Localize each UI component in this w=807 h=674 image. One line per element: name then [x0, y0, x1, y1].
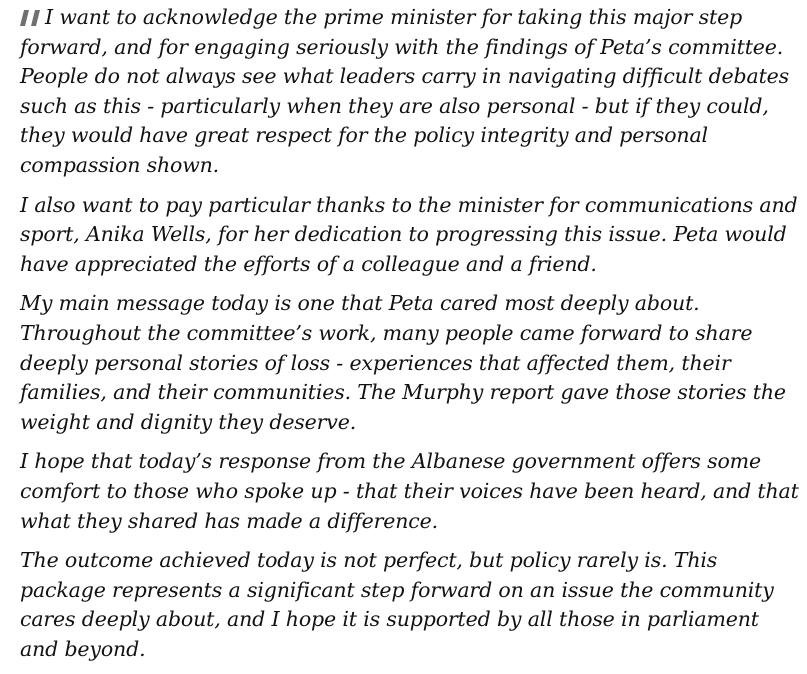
quote-paragraph-3: My main message today is one that Peta cared most deeply about. Throughout the committee’s work, many people came forward to share deeply personal stories of loss - experiences that affected them, their families, and their communities. The Murphy report gave those stories the weight and dignity they deserve.	[20, 291, 786, 434]
quote-paragraph-1	[20, 3, 800, 181]
quote-paragraph-2: I also want to pay particular thanks to the minister for communications and sport, Anika Wells, for her dedication to progressing this issue. Peta would have appreciated the efforts of a colleague and a friend.	[20, 192, 798, 276]
quote-paragraph-5: The outcome achieved today is not perfect, but policy rarely is. This package represents a significant step forward on an issue the community cares deeply about, and I hope it is supported by all those in parliament and beyond.	[20, 548, 774, 661]
quote-mark-icon	[20, 5, 41, 35]
blockquote	[20, 3, 800, 674]
quote-paragraph-4: I hope that today’s response from the Albanese government offers some comfort to those who spoke up - that their voices have been heard, and that what they shared has made a difference.	[20, 449, 799, 533]
quote-paragraph-1-text: I want to acknowledge the prime minister for taking this major step forward, and for engaging seriously with the findings of Peta’s committee. People do not always see what leaders carry in navigating difficult debates such as this - particularly when they are also personal - but if they could, they would have great respect for the policy integrity and personal compassion shown.	[20, 5, 790, 177]
